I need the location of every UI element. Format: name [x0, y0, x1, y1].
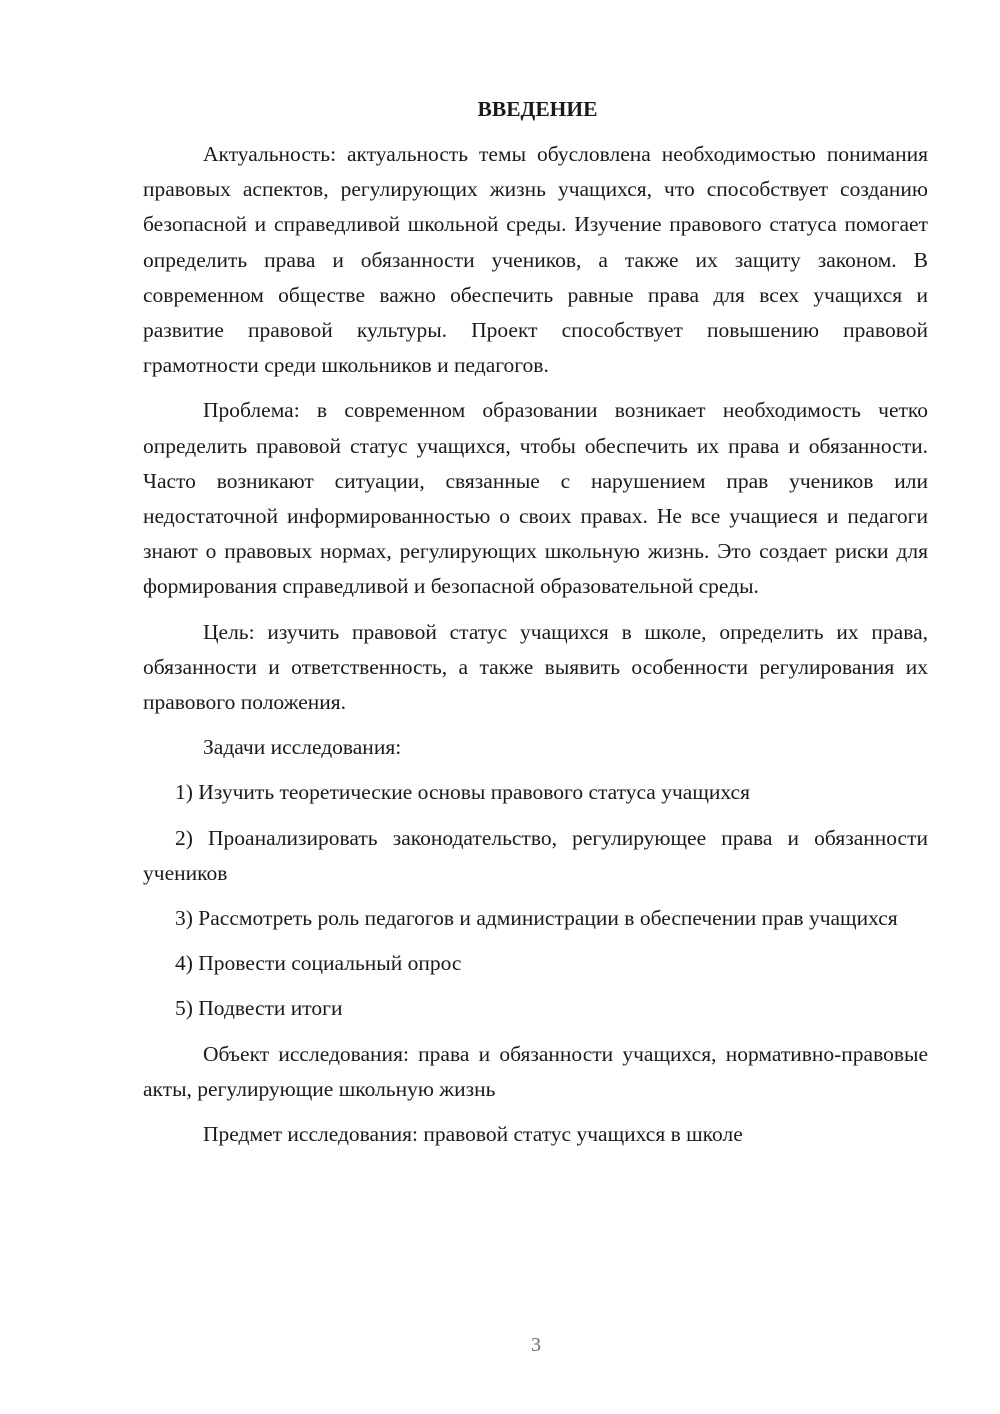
task-item: 3) Рассмотреть роль педагогов и администрации в обеспечении прав учащихся — [175, 906, 898, 931]
object-paragraph: Объект исследования: права и обязанности учащихся, нормативно-правовые акты, регулирующие школьную жизнь — [143, 1041, 928, 1101]
page-number: 3 — [531, 1334, 541, 1356]
tasks-title: Задачи исследования: — [203, 735, 402, 760]
relevance-paragraph: Актуальность: актуальность темы обусловлена необходимостью понимания правовых аспектов, регулирующих жизнь учащихся, что способствует созданию безопасной и справедливой школьной среды. Изучение правового статуса помогает определить права и обязанности учеников, а также их защиту законом. В современном обществе важно обеспечить равные права для всех учащихся и развитие правовой культуры. Проект способствует повышению правовой грамотности среди школьников и педагогов. — [143, 142, 928, 378]
problem-paragraph: Проблема: в современном образовании возникает необходимость четко определить правовой статус учащихся, чтобы обеспечить их права и обязанности. Часто возникают ситуации, связанные с нарушением прав учеников или недостаточной информированностью о своих правах. Не все учащиеся и педагоги знают о правовых нормах, регулирующих школьную жизнь. Это создает риски для формирования справедливой и безопасной образовательной среды. — [143, 398, 928, 599]
task-item: 1) Изучить теоретические основы правового статуса учащихся — [175, 780, 750, 805]
task-item: 2) Проанализировать законодательство, регулирующее права и обязанности учеников — [143, 825, 928, 885]
document-body — [143, 92, 928, 1162]
task-item: 4) Провести социальный опрос — [175, 951, 462, 976]
section-heading: ВВЕДЕНИЕ — [477, 97, 598, 121]
goal-paragraph: Цель: изучить правовой статус учащихся в школе, определить их права, обязанности и ответственность, а также выявить особенности регулирования их правового положения. — [143, 619, 928, 715]
task-item: 5) Подвести итоги — [175, 996, 343, 1021]
subject-paragraph: Предмет исследования: правовой статус учащихся в школе — [203, 1122, 743, 1147]
